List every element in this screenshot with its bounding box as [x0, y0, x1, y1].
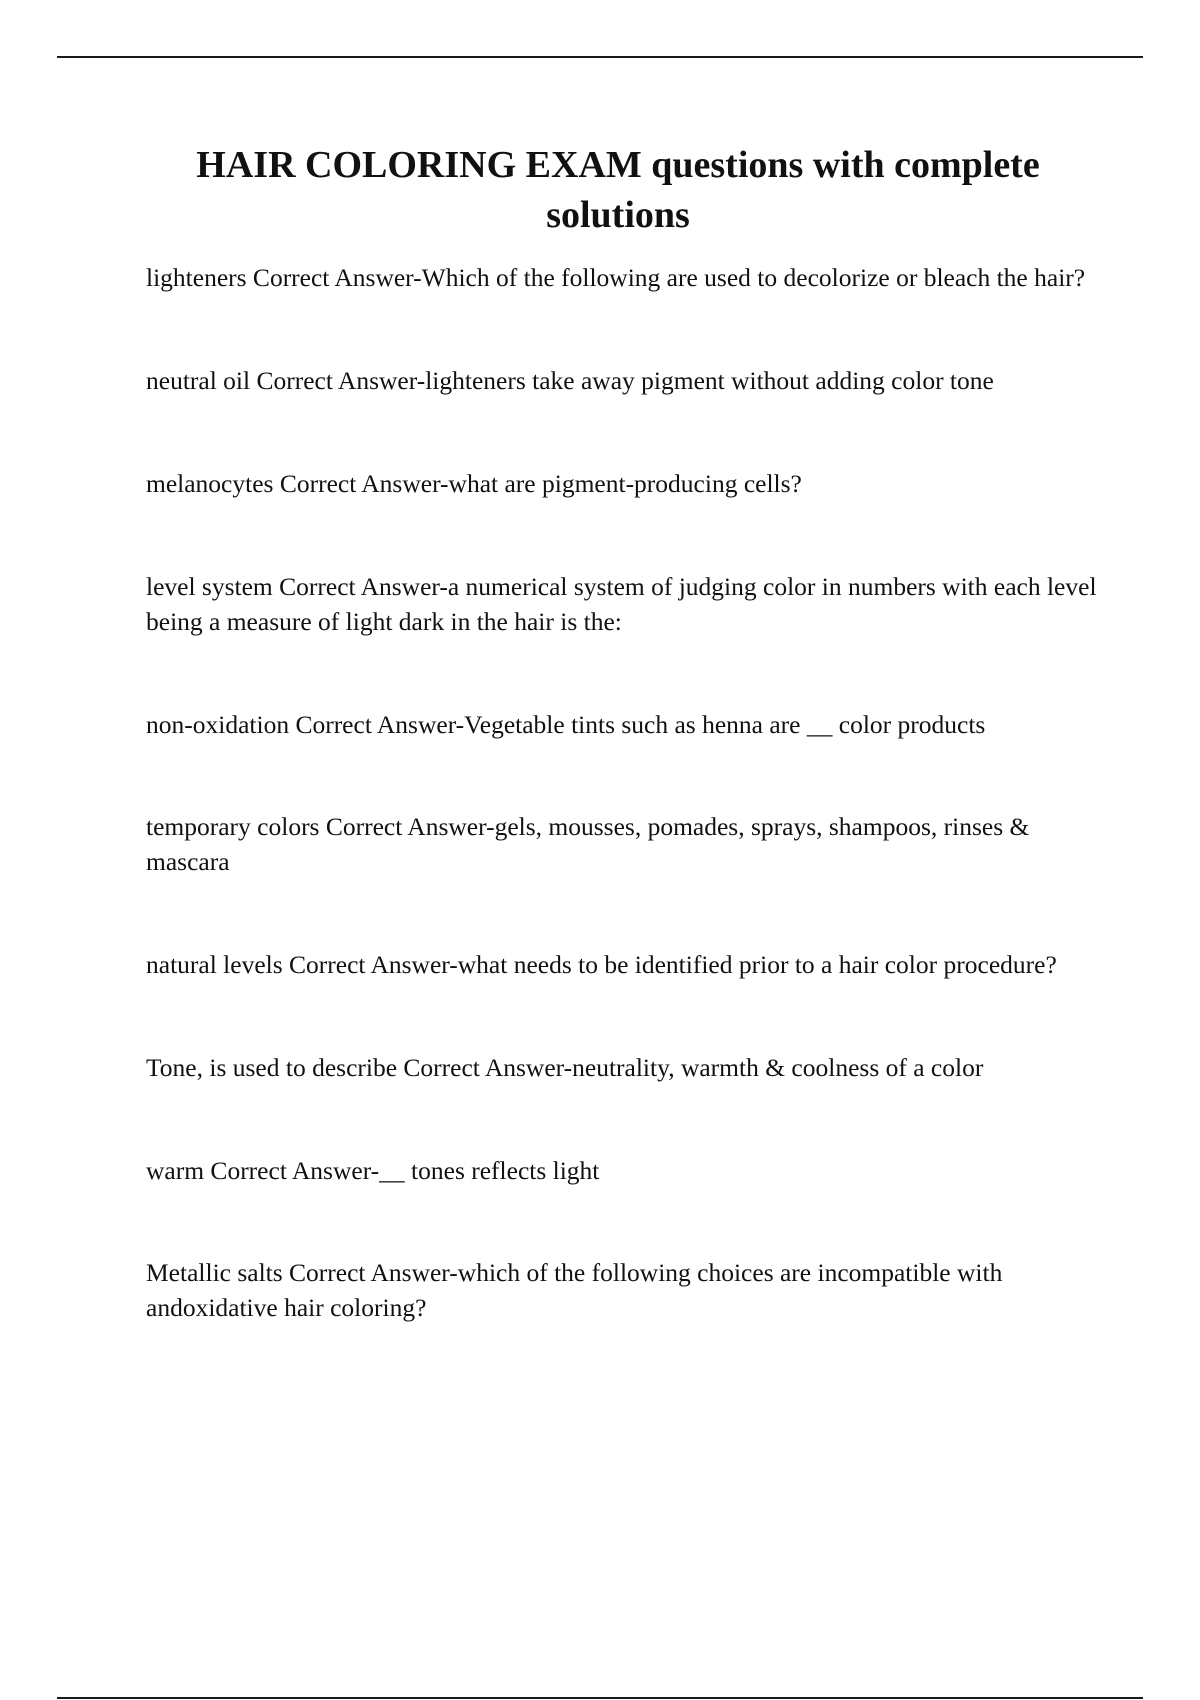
qa-item: temporary colors Correct Answer-gels, mousses, pomades, sprays, shampoos, rinses & mascara — [146, 812, 1030, 876]
bottom-rule — [57, 1697, 1143, 1699]
qa-item: level system Correct Answer-a numerical system of judging color in numbers with each level being a measure of light dark in the hair is the: — [146, 572, 1097, 636]
qa-item: lighteners Correct Answer-Which of the following are used to decolorize or bleach the hair? — [146, 263, 1086, 292]
qa-item: non-oxidation Correct Answer-Vegetable tints such as henna are __ color products — [146, 710, 986, 739]
qa-item: Metallic salts Correct Answer-which of the following choices are incompatible with andoxidative hair coloring? — [146, 1258, 1003, 1322]
document-title: HAIR COLORING EXAM questions with complete solutions — [196, 144, 1040, 236]
qa-list — [146, 260, 1106, 1325]
qa-item: Tone, is used to describe Correct Answer-neutrality, warmth & coolness of a color — [146, 1053, 984, 1082]
top-rule — [57, 56, 1143, 58]
qa-item: natural levels Correct Answer-what needs to be identified prior to a hair color procedure? — [146, 950, 1057, 979]
qa-item: neutral oil Correct Answer-lighteners take away pigment without adding color tone — [146, 366, 994, 395]
qa-item: warm Correct Answer-__ tones reflects light — [146, 1156, 600, 1185]
qa-item: melanocytes Correct Answer-what are pigment-producing cells? — [146, 469, 802, 498]
